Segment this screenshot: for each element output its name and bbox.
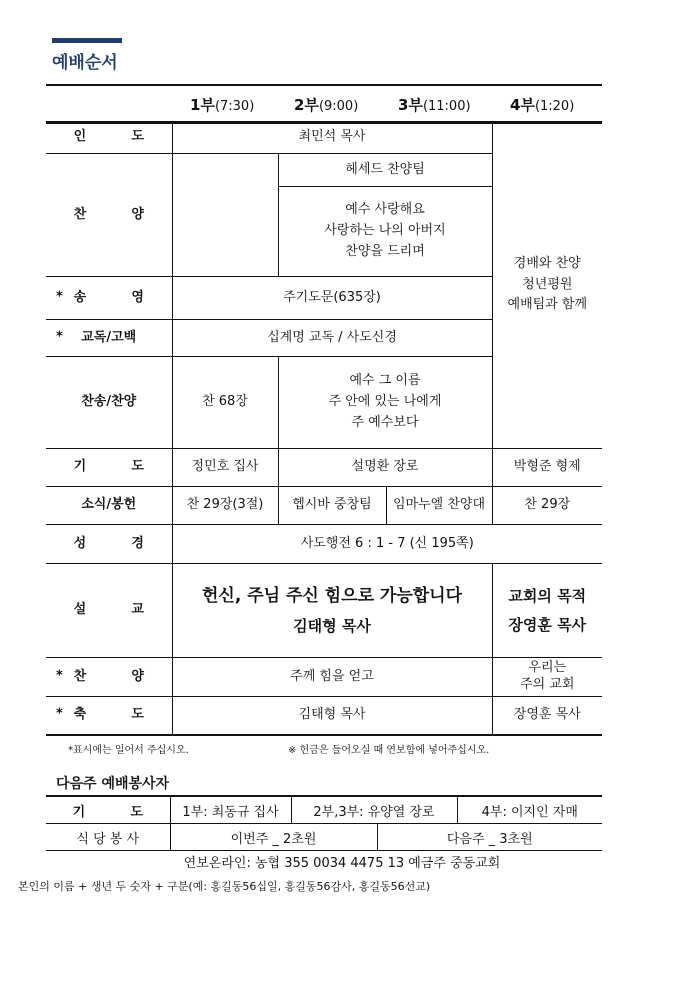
offering-2: 헵시바 중창팀 — [278, 487, 386, 525]
benediction-4: 장영훈 목사 — [492, 697, 602, 735]
next-prayer-4: 4부: 이지인 자매 — [457, 796, 602, 824]
sermon-preacher-4: 장영훈 목사 — [508, 615, 587, 634]
closing-hymn-value: 주께 힘을 얻고 — [172, 658, 492, 697]
label-praise: 찬 양 — [46, 154, 172, 277]
sermon-main — [172, 564, 492, 658]
note-offering: ※ 헌금은 들어오실 때 연보함에 넣어주십시오. — [288, 745, 490, 756]
service-4: 4부(1:20) — [510, 96, 575, 114]
page-title: 예배순서 — [52, 53, 118, 73]
closing-hymn-4: 우리는 주의 교회 — [492, 658, 602, 697]
next-prayer-1: 1부: 최동규 집사 — [170, 796, 291, 824]
label-offering: 소식/봉헌 — [46, 487, 172, 525]
next-week-table — [46, 795, 602, 851]
online-offering-account: 연보온라인: 농협 355 0034 4475 13 예금주 중동교회 — [183, 856, 501, 871]
next-dining-row — [46, 824, 602, 851]
service-3: 3부(11:00) — [398, 96, 471, 114]
songyoung-value: 주기도문(635장) — [172, 277, 492, 320]
next-dining-label: 식 당 봉 사 — [46, 824, 170, 851]
label-sermon: 설 교 — [46, 564, 172, 658]
row-invocation — [46, 122, 602, 154]
row-offering — [46, 487, 602, 525]
dining-this-week: 이번주 _ 2초원 — [170, 824, 377, 851]
next-prayer-label: 기 도 — [46, 796, 170, 824]
service-2: 2부(9:00) — [294, 96, 359, 114]
sermon-title: 헌신, 주님 주신 힘으로 가능합니다 — [201, 586, 463, 607]
praise-songs: 예수 사랑해요 사랑하는 나의 아버지 찬양을 드리며 — [278, 187, 492, 277]
sermon-fourth — [492, 564, 602, 658]
label-prayer: 기 도 — [46, 449, 172, 487]
service-header — [46, 84, 602, 124]
invocation-value: 최민석 목사 — [172, 122, 492, 154]
label-hymn: 찬송/찬양 — [46, 357, 172, 449]
prayer-4: 박형준 형제 — [492, 449, 602, 487]
offering-identification-guide: 본인의 이름 + 생년 두 숫자 + 구분(예: 홍길동56십일, 홍길동56감사, 홍길동56선교) — [18, 880, 431, 893]
offering-1: 찬 29장(3절) — [172, 487, 278, 525]
label-scripture: 성 경 — [46, 525, 172, 564]
hymn-songs: 예수 그 이름 주 안에 있는 나에게 주 예수보다 — [278, 357, 492, 449]
row-prayer — [46, 449, 602, 487]
service-1: 1부(7:30) — [190, 96, 255, 114]
note-stand: *표시에는 일어서 주십시오. — [68, 745, 189, 756]
next-week-title: 다음주 예배봉사자 — [56, 776, 170, 792]
label-closing-hymn: * 찬 양 — [46, 658, 172, 697]
row-benediction — [46, 697, 602, 735]
dining-next-week: 다음주 _ 3초원 — [377, 824, 602, 851]
praise-empty-cell — [172, 154, 278, 277]
next-prayer-23: 2부,3부: 유양열 장로 — [291, 796, 457, 824]
row-scripture — [46, 525, 602, 564]
fourth-service-praise: 경배와 찬양 청년평원 예배팀과 함께 — [492, 122, 602, 449]
hymn-first: 찬 68장 — [172, 357, 278, 449]
creed-value: 십계명 교독 / 사도신경 — [172, 320, 492, 357]
order-of-worship-table — [46, 121, 602, 736]
prayer-23: 설명환 장로 — [278, 449, 492, 487]
next-prayer-row — [46, 796, 602, 824]
label-songyoung: * 송 영 — [46, 277, 172, 320]
row-closing-hymn — [46, 658, 602, 697]
praise-team: 헤세드 찬양팀 — [278, 154, 492, 187]
sermon-title-4: 교회의 목적 — [508, 587, 587, 605]
row-sermon — [46, 564, 602, 658]
label-benediction: * 축 도 — [46, 697, 172, 735]
offering-4: 찬 29장 — [492, 487, 602, 525]
label-creed: * 교독/고백 — [46, 320, 172, 357]
title-accent-bar — [52, 38, 122, 43]
offering-3: 임마누엘 찬양대 — [386, 487, 492, 525]
scripture-value: 사도행전 6 : 1 - 7 (신 195쪽) — [172, 525, 602, 564]
prayer-1: 정민호 집사 — [172, 449, 278, 487]
benediction-value: 김태형 목사 — [172, 697, 492, 735]
label-invocation: 인 도 — [46, 122, 172, 154]
sermon-preacher: 김태형 목사 — [293, 617, 371, 636]
